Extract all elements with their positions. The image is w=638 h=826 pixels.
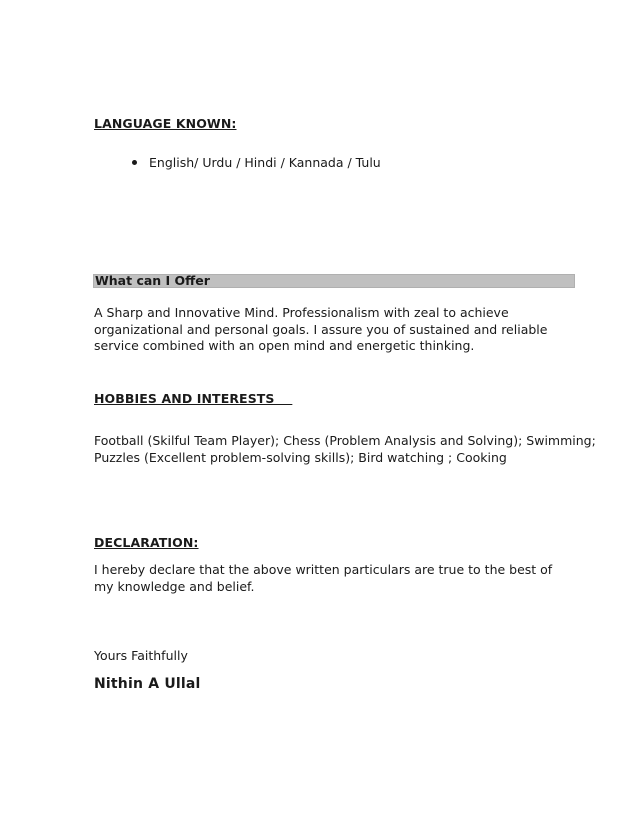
hobbies-heading: HOBBIES AND INTERESTS bbox=[94, 391, 293, 406]
language-known-heading: LANGUAGE KNOWN: bbox=[94, 116, 237, 131]
hobbies-line-1: Football (Skilful Team Player); Chess (Problem Analysis and Solving); Swimming; bbox=[94, 433, 596, 448]
bullet-icon bbox=[132, 160, 137, 165]
closing-salutation: Yours Faithfully bbox=[94, 648, 188, 663]
declaration-paragraph: I hereby declare that the above written particulars are true to the best of my knowledge and belief. bbox=[94, 562, 553, 594]
declaration-heading: DECLARATION: bbox=[94, 535, 199, 550]
offer-heading: What can I Offer bbox=[95, 273, 210, 288]
signatory-name: Nithin A Ullal bbox=[94, 676, 201, 692]
offer-paragraph: A Sharp and Innovative Mind. Professionalism with zeal to achieve organizational and personal goals. I assure you of sustained and reliable service combined with an open mind and energetic thinking. bbox=[94, 305, 548, 353]
language-list-item bbox=[132, 155, 381, 171]
hobbies-line-2: Puzzles (Excellent problem-solving skills); Bird watching ; Cooking bbox=[94, 449, 507, 465]
hobbies-paragraph bbox=[94, 433, 594, 466]
language-list-text: English/ Urdu / Hindi / Kannada / Tulu bbox=[149, 155, 381, 170]
